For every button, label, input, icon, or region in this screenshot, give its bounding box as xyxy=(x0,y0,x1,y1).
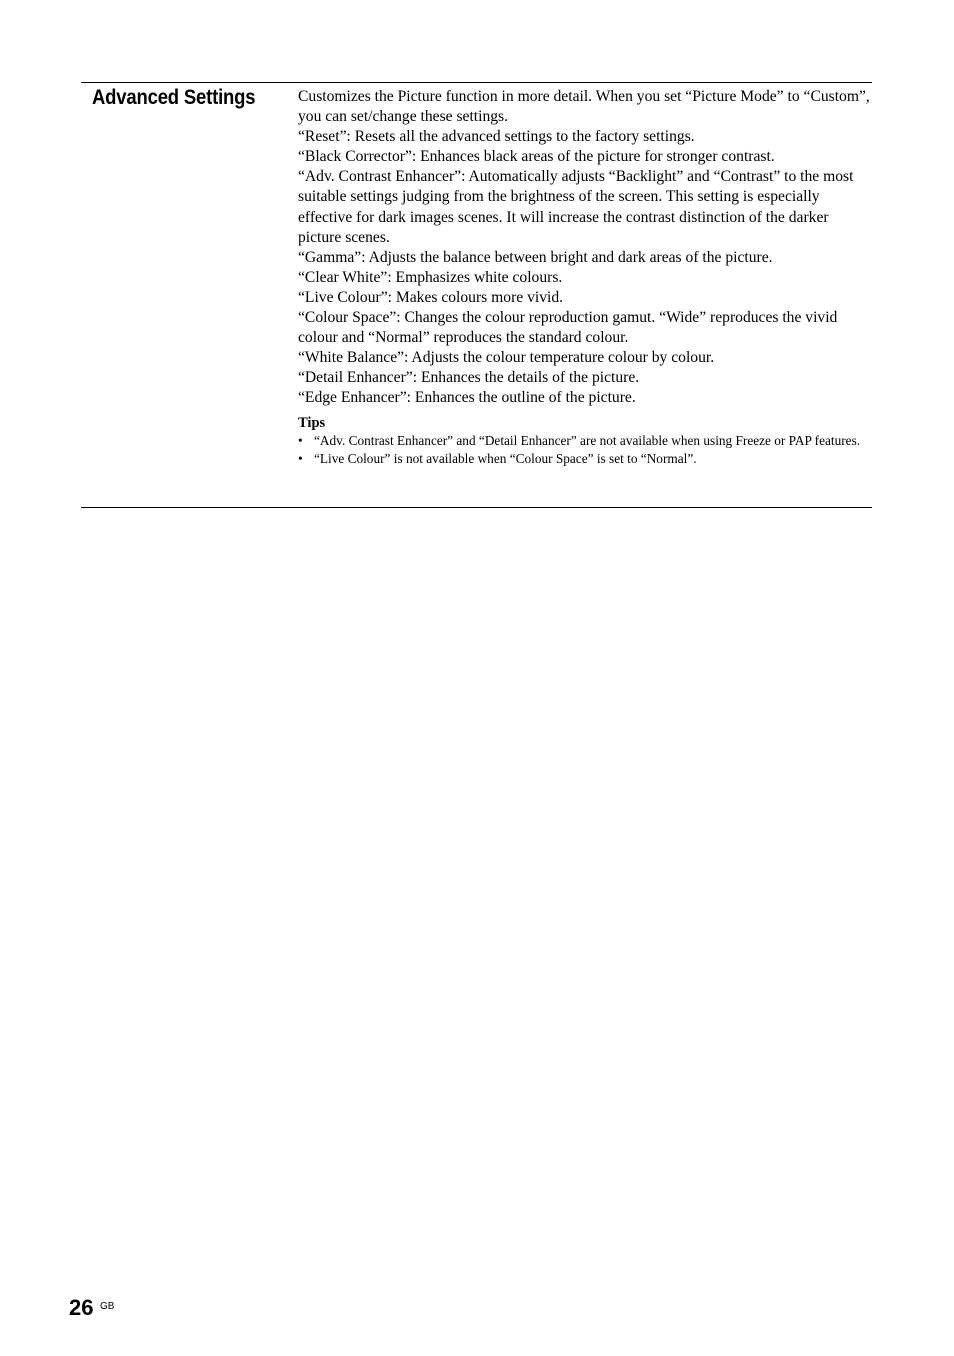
tips-list xyxy=(298,432,873,469)
tip-item xyxy=(298,450,873,469)
tips-heading: Tips xyxy=(298,414,326,431)
paragraph-black-corrector: “Black Corrector”: Enhances black areas of the picture for stronger contrast. xyxy=(298,148,775,166)
paragraph-clear-white: “Clear White”: Emphasizes white colours. xyxy=(298,268,563,286)
tip-item xyxy=(298,432,873,451)
bullet-icon: • xyxy=(298,432,303,448)
paragraph-reset: “Reset”: Resets all the advanced settings to the factory settings. xyxy=(298,128,695,146)
section-heading: Advanced Settings xyxy=(92,86,256,109)
bullet-icon: • xyxy=(298,451,303,466)
paragraph-detail-enhancer: “Detail Enhancer”: Enhances the details of the picture. xyxy=(298,369,640,387)
tip-text: “Live Colour” is not available when “Colour Space” is set to “Normal”. xyxy=(314,451,697,466)
paragraph-intro: Customizes the Picture function in more detail. When you set “Picture Mode” to “Custom”, you can set/change these settings. xyxy=(298,88,870,126)
page-region-code: GB xyxy=(100,1301,115,1312)
section-description xyxy=(298,87,873,469)
paragraph-white-balance: “White Balance”: Adjusts the colour temperature colour by colour. xyxy=(298,349,715,367)
paragraph-colour-space: “Colour Space”: Changes the colour reproduction gamut. “Wide” reproduces the vivid colour and “Normal” reproduces the standard colour. xyxy=(298,309,838,347)
advanced-settings-section xyxy=(81,82,872,508)
paragraph-gamma: “Gamma”: Adjusts the balance between bright and dark areas of the picture. xyxy=(298,248,773,266)
page-number: 26 xyxy=(69,1295,94,1320)
paragraph-edge-enhancer: “Edge Enhancer”: Enhances the outline of the picture. xyxy=(298,389,636,407)
paragraph-live-colour: “Live Colour”: Makes colours more vivid. xyxy=(298,288,564,306)
tip-text: “Adv. Contrast Enhancer” and “Detail Enhancer” are not available when using Freeze or PAP features. xyxy=(314,432,861,448)
paragraph-adv-contrast-enhancer: “Adv. Contrast Enhancer”: Automatically adjusts “Backlight” and “Contrast” to the most suitable settings judging from the brightness of the screen. This setting is especially effective for dark images scenes. It will increase the contrast distinction of the darker picture scenes. xyxy=(298,168,854,246)
